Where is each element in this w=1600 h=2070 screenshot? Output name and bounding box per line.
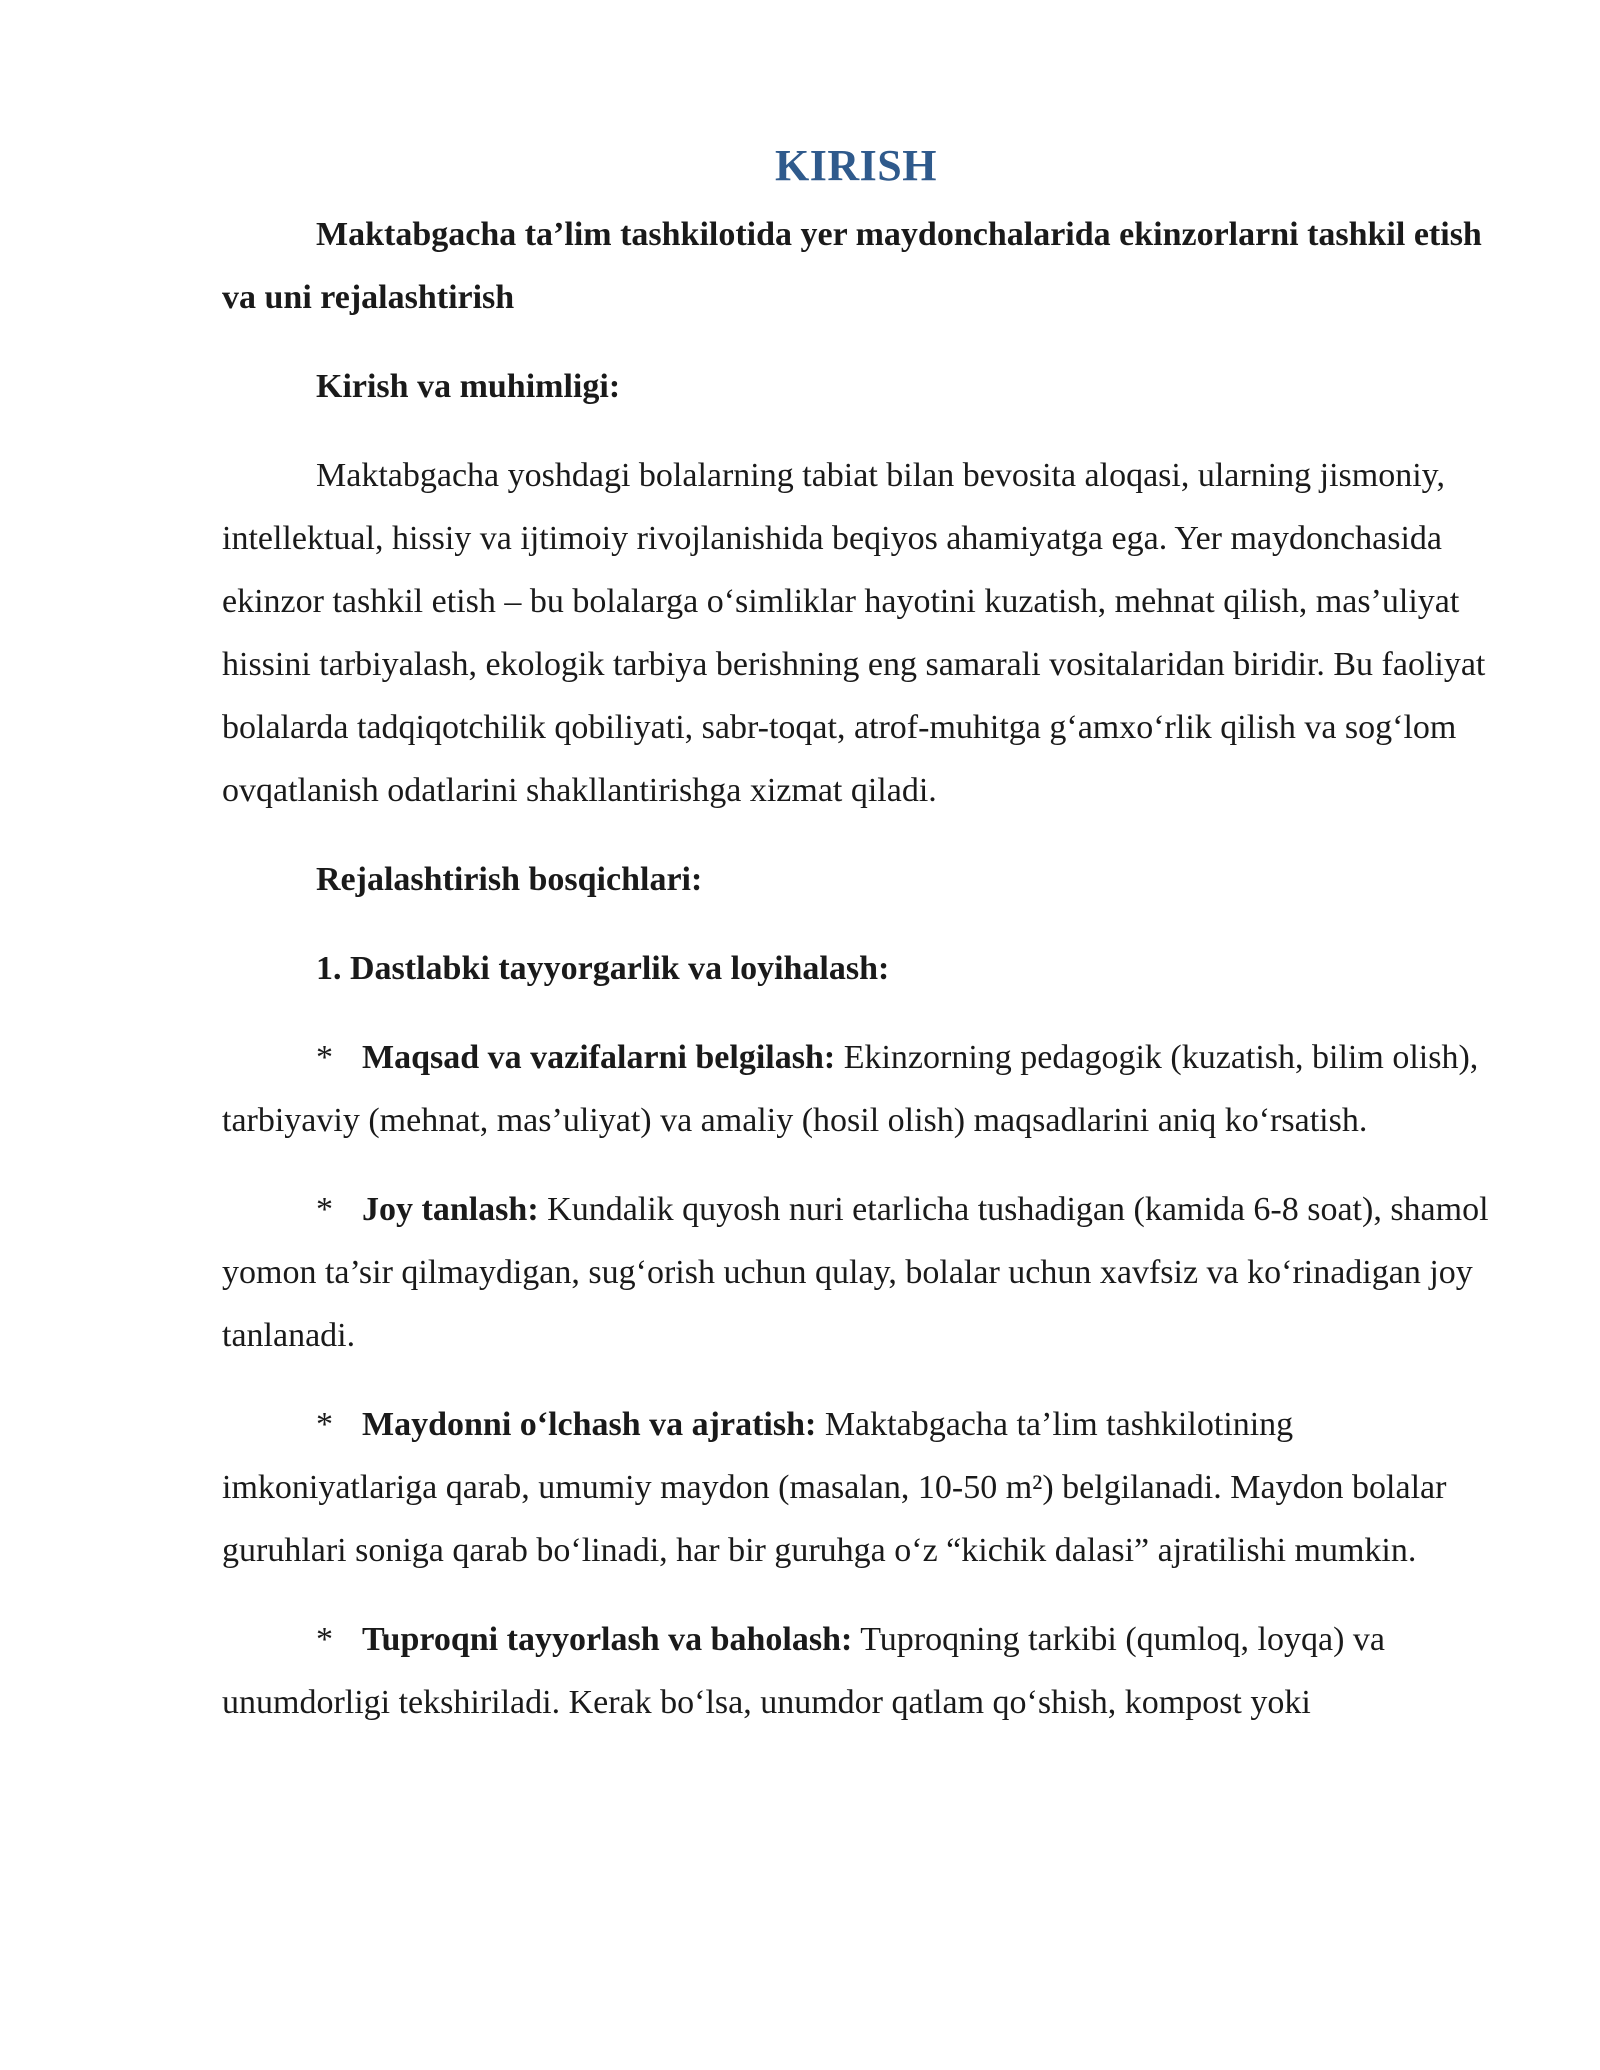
bullet-text: Tuproqning tarkibi (qumloq, loyqa) va unumdorligi tekshiriladi. Kerak bo‘lsa, unumdor qatlam qo‘shish, kompost yoki xyxy=(222,1620,1385,1721)
document-title: KIRISH xyxy=(775,141,937,190)
bullet-text: Ekinzorning pedagogik (kuzatish, bilim olish), tarbiyaviy (mehnat, mas’uliyat) va amaliy (hosil olish) maqsadlarini aniq ko‘rsatish. xyxy=(222,1038,1479,1139)
document-subtitle: Maktabgacha ta’lim tashkilotida yer maydonchalarida ekinzorlarni tashkil etish va uni rejalashtirish xyxy=(222,215,1482,316)
bullet-text: Maktabgacha ta’lim tashkilotining imkoniyatlariga qarab, umumiy maydon (masalan, 10-50 m²) belgilanadi. Maydon bolalar guruhlari soniga qarab bo‘linadi, har bir guruhga o‘z “kichik dalasi” ajratilishi mumkin. xyxy=(222,1405,1447,1569)
bullet-item-goals xyxy=(222,1026,1490,1152)
bullet-lead: Maqsad va vazifalarni belgilash: xyxy=(362,1038,836,1076)
intro-paragraph: Maktabgacha yoshdagi bolalarning tabiat bilan bevosita aloqasi, ularning jismoniy, intellektual, hissiy va ijtimoiy rivojlanishida beqiyos ahamiyatga ega. Yer maydonchasida ekinzor tashkil etish – bu bolalarga o‘simliklar hayotini kuzatish, mehnat qilish, mas’uliyat hissini tarbiyalash, ekologik tarbiya berishning eng samarali vositalaridan biridir. Bu faoliyat bolalarda tadqiqotchilik qobiliyati, sabr-toqat, atrof-muhitga g‘amxo‘rlik qilish va sog‘lom ovqatlanish odatlarini shakllantirishga xizmat qiladi. xyxy=(222,456,1486,809)
bullet-text: Kundalik quyosh nuri etarlicha tushadigan (kamida 6-8 soat), shamol yomon ta’sir qilmaydigan, sug‘orish uchun qulay, bolalar uchun xavfsiz va ko‘rinadigan joy tanlanadi. xyxy=(222,1190,1489,1354)
bullet-lead: Tuproqni tayyorlash va baholash: xyxy=(362,1620,853,1658)
bullet-marker: * xyxy=(316,1405,333,1443)
section-heading-intro: Kirish va muhimligi: xyxy=(316,367,621,405)
bullet-lead: Maydonni o‘lchash va ajratish: xyxy=(362,1405,817,1443)
bullet-item-location xyxy=(222,1178,1490,1367)
document-page xyxy=(222,140,1490,1760)
bullet-marker: * xyxy=(316,1190,333,1228)
bullet-marker: * xyxy=(316,1620,333,1658)
bullet-lead: Joy tanlash: xyxy=(362,1190,539,1228)
bullet-item-soil xyxy=(222,1608,1490,1734)
section-heading-planning: Rejalashtirish bosqichlari: xyxy=(316,860,703,898)
step-heading-1: 1. Dastlabki tayyorgarlik va loyihalash: xyxy=(316,949,890,987)
bullet-item-measuring xyxy=(222,1393,1490,1582)
bullet-marker: * xyxy=(316,1038,333,1076)
